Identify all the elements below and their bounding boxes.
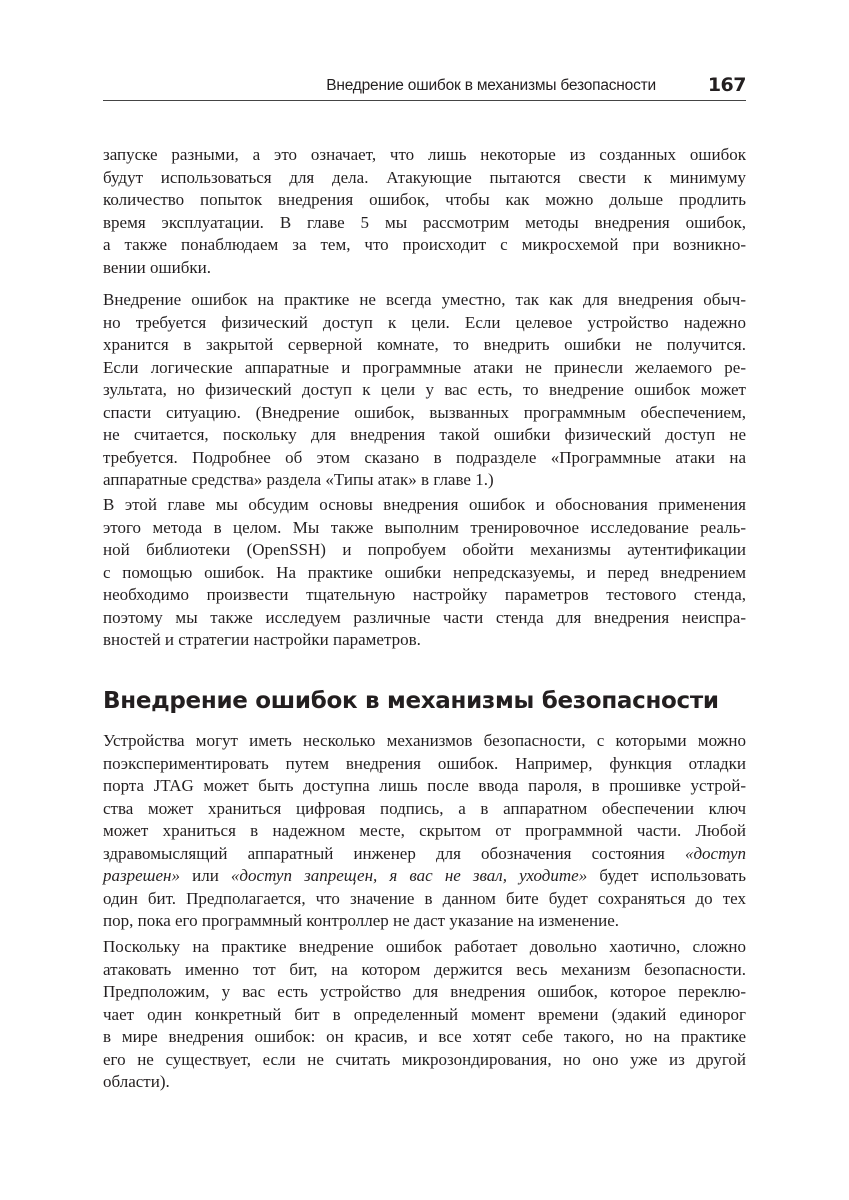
text-line: Устройства могут иметь несколько механизмов безопасности, с которыми можно — [103, 731, 746, 750]
paragraph-1 — [103, 144, 746, 279]
paragraph-5 — [103, 936, 746, 1094]
italic-text: разрешен» — [103, 866, 180, 885]
text-line: в мире внедрения ошибок: он красив, и все хотят себе такого, но на практике — [103, 1027, 746, 1046]
text-line: будут использоваться для дела. Атакующие пытаются свести к минимуму — [103, 167, 746, 187]
text-line: поэкспериментировать путем внедрения ошибок. Например, функция отладки — [103, 753, 746, 773]
page-number: 167 — [707, 74, 746, 96]
italic-text: «доступ запрещен, я вас не звал, уходите» — [230, 866, 588, 885]
text-line: требуется. Подробнее об этом сказано в подразделе «Программные атаки на — [103, 447, 746, 467]
text-line: запуске разными, а это означает, что лишь некоторые из созданных ошибок — [103, 145, 746, 164]
text-line: Поскольку на практике внедрение ошибок работает довольно хаотично, сложно — [103, 937, 746, 956]
text-line: чает один конкретный бит в определенный момент времени (эдакий единорог — [103, 1004, 746, 1024]
text-line: время эксплуатации. В главе 5 мы рассмотрим методы внедрения ошибок, — [103, 212, 746, 232]
text-line: вении ошибки. — [103, 257, 211, 277]
text-line: может храниться в надежном месте, скрытом от программной части. Любой — [103, 821, 746, 840]
text-line: но требуется физический доступ к цели. Если целевое устройство надежно — [103, 312, 746, 332]
text-line: не считается, поскольку для внедрения такой ошибки физический доступ не — [103, 425, 746, 444]
text-segment: или — [180, 866, 231, 885]
text-line: его не существует, если не считать микрозондирования, но оно уже из другой — [103, 1049, 746, 1069]
text-line: порта JTAG может быть доступна лишь после ввода пароля, в прошивке устрой- — [103, 776, 746, 795]
text-line — [103, 865, 746, 888]
paragraph-4 — [103, 730, 746, 933]
text-line: Предположим, у вас есть устройство для внедрения ошибок, которое переклю- — [103, 982, 746, 1001]
text-line: количество попыток внедрения ошибок, чтобы как можно дольше продлить — [103, 190, 746, 209]
italic-text: «доступ — [684, 843, 746, 863]
text-line: необходимо произвести тщательную настройку параметров тестового стенда, — [103, 585, 746, 604]
text-line: хранится в закрытой серверной комнате, то внедрить ошибки не получится. — [103, 335, 746, 354]
text-line: области). — [103, 1072, 170, 1091]
text-line: один бит. Предполагается, что значение в данном бите будет сохраняться до тех — [103, 888, 746, 908]
text-line: поэтому мы также исследуем различные части стенда для внедрения неиспра- — [103, 607, 746, 627]
text-line: ной библиотеки (OpenSSH) и попробуем обойти механизмы аутентификации — [103, 540, 746, 559]
text-line: с помощью ошибок. На практике ошибки непредсказуемы, и перед внедрением — [103, 562, 746, 582]
paragraph-3 — [103, 494, 746, 652]
running-header — [103, 74, 746, 101]
text-line: пор, пока его программный контроллер не даст указание на изменение. — [103, 911, 620, 930]
text-line — [103, 843, 746, 866]
text-line: Если логические аппаратные и программные атаки не принесли желаемого ре- — [103, 357, 746, 377]
text-line: спасти ситуацию. (Внедрение ошибок, вызванных программным обеспечением, — [103, 402, 746, 422]
paragraph-2 — [103, 289, 746, 492]
text-line: этого метода в целом. Мы также выполним тренировочное исследование реаль- — [103, 517, 746, 537]
running-title: Внедрение ошибок в механизмы безопасности — [326, 77, 656, 94]
text-line: вностей и стратегии настройки параметров. — [103, 630, 421, 649]
text-line: зультата, но физический доступ к цели у вас есть, то внедрение ошибок может — [103, 380, 746, 399]
section-heading: Внедрение ошибок в механизмы безопасности — [103, 688, 719, 714]
text-line: аппаратные средства» раздела «Типы атак» в главе 1.) — [103, 470, 494, 489]
text-segment: будет использовать — [587, 866, 746, 885]
text-line: В этой главе мы обсудим основы внедрения ошибок и обоснования применения — [103, 495, 746, 514]
text-segment: здравомыслящий аппаратный инженер для обозначения состояния — [103, 843, 685, 863]
text-line: ства может храниться цифровая подпись, а в аппаратном обеспечении ключ — [103, 798, 746, 818]
text-line: а также понаблюдаем за тем, что происходит с микросхемой при возникно- — [103, 235, 746, 254]
text-line: атаковать именно тот бит, на котором держится весь механизм безопасности. — [103, 959, 746, 979]
text-line: Внедрение ошибок на практике не всегда уместно, так как для внедрения обыч- — [103, 290, 746, 309]
